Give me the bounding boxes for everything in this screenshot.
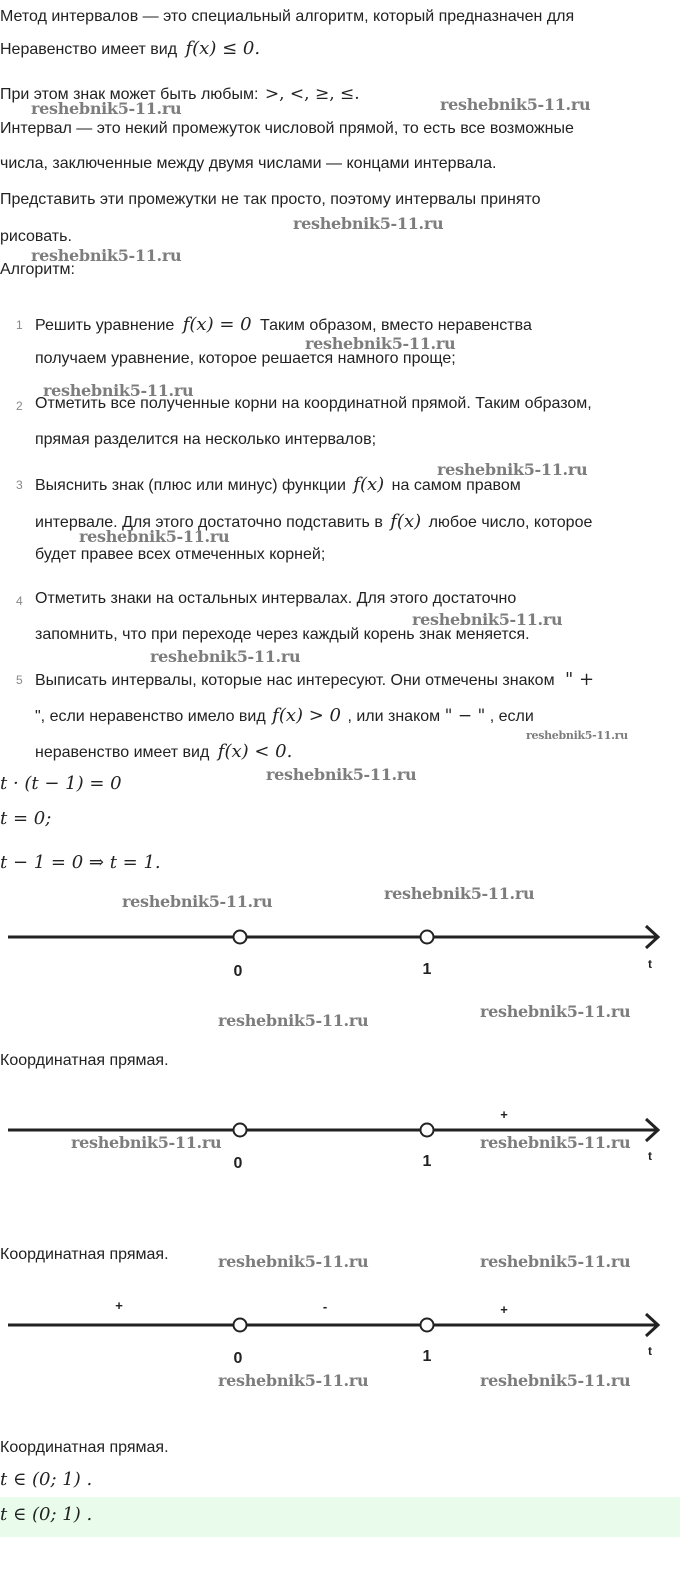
watermark: reshebnik5-11.ru bbox=[266, 765, 417, 784]
sign-right: + bbox=[500, 1302, 508, 1317]
step-number: 2 bbox=[16, 399, 23, 413]
step-2-line-2: прямая разделится на несколько интервалов; bbox=[35, 431, 377, 448]
watermark: reshebnik5-11.ru bbox=[71, 1133, 222, 1152]
step-4-line-2: запомнить, что при переходе через каждый корень знак меняется. bbox=[35, 626, 530, 643]
number-line-1 bbox=[0, 905, 680, 985]
step-3-text-b: на самом правом bbox=[391, 477, 521, 494]
watermark: reshebnik5-11.ru bbox=[218, 1371, 369, 1390]
step-3-text-c: интервале. Для этого достаточно подставить в bbox=[35, 514, 383, 531]
step-1-math: f(x) = 0 bbox=[182, 314, 252, 335]
step-5-line-1 bbox=[35, 669, 594, 690]
axis-label: t bbox=[648, 1149, 652, 1163]
step-number: 3 bbox=[16, 478, 23, 492]
step-5-text-e: неравенство имеет вид bbox=[35, 744, 210, 761]
watermark: reshebnik5-11.ru bbox=[305, 334, 456, 353]
step-5-text-b: ", если неравенство имело вид bbox=[35, 708, 266, 725]
step-3-math-2: f(x) bbox=[390, 511, 422, 532]
step-1-line-1 bbox=[35, 314, 532, 335]
step-1-line-2: получаем уравнение, которое решается намного проще; bbox=[35, 350, 456, 367]
point-label-0: 0 bbox=[233, 1155, 243, 1172]
sign-middle: - bbox=[322, 1299, 328, 1314]
watermark: reshebnik5-11.ru bbox=[480, 1252, 631, 1271]
watermark: reshebnik5-11.ru bbox=[440, 95, 591, 114]
watermark: reshebnik5-11.ru bbox=[526, 729, 628, 742]
step-5-math-2: f(x) < 0. bbox=[217, 741, 293, 762]
step-number: 4 bbox=[16, 594, 23, 608]
step-5-math: f(x) > 0 bbox=[272, 705, 341, 726]
axis-label: t bbox=[648, 1344, 652, 1358]
step-5-line-3 bbox=[35, 741, 292, 762]
interval-def-1: Интервал — это некий промежуток числовой прямой, то есть все возможные bbox=[0, 120, 574, 137]
equation-1: t · (t − 1) = 0 bbox=[0, 773, 122, 794]
step-1-text-a: Решить уравнение bbox=[35, 317, 175, 334]
watermark: reshebnik5-11.ru bbox=[218, 1252, 369, 1271]
step-5-text-c: , или знаком bbox=[347, 708, 441, 725]
step-number: 1 bbox=[16, 318, 23, 332]
step-5-line-2 bbox=[35, 705, 534, 726]
point-0 bbox=[234, 931, 247, 944]
point-label-1: 1 bbox=[422, 1153, 432, 1170]
point-1 bbox=[421, 1319, 434, 1332]
intro-line-1: Метод интервалов — это специальный алгоритм, который предназначен для bbox=[0, 8, 575, 25]
answer-highlight bbox=[0, 1497, 680, 1537]
point-label-0: 0 bbox=[233, 1350, 243, 1367]
watermark: reshebnik5-11.ru bbox=[480, 1371, 631, 1390]
answer-line-2: t ∈ (0; 1) . bbox=[0, 1504, 93, 1525]
draw-line-1: Представить эти промежутки не так просто, поэтому интервалы принято bbox=[0, 191, 541, 208]
step-2-line-1: Отметить все полученные корни на координатной прямой. Таким образом, bbox=[35, 395, 592, 412]
number-line-3 bbox=[0, 1293, 680, 1373]
step-4-line-1: Отметить знаки на остальных интервалах. Для этого достаточно bbox=[35, 590, 517, 607]
inequality-form bbox=[0, 38, 260, 59]
interval-def-2: числа, заключенные между двумя числами — концами интервала. bbox=[0, 155, 497, 172]
caption-1: Координатная прямая. bbox=[0, 1052, 169, 1069]
answer-line-1: t ∈ (0; 1) . bbox=[0, 1469, 93, 1490]
equation-2: t = 0; bbox=[0, 808, 52, 829]
equation-3: t − 1 = 0 ⇒ t = 1. bbox=[0, 852, 161, 873]
point-1 bbox=[421, 931, 434, 944]
point-label-1: 1 bbox=[422, 1348, 432, 1365]
step-5-quote-plus: " + bbox=[565, 669, 595, 690]
watermark: reshebnik5-11.ru bbox=[122, 892, 273, 911]
watermark: reshebnik5-11.ru bbox=[437, 460, 588, 479]
watermark: reshebnik5-11.ru bbox=[218, 1011, 369, 1030]
inequality-form-text: Неравенство имеет вид bbox=[0, 41, 178, 58]
watermark: reshebnik5-11.ru bbox=[31, 246, 182, 265]
signs-text: При этом знак может быть любым: bbox=[0, 86, 259, 103]
draw-line-2: рисовать. bbox=[0, 228, 72, 245]
sign-right: + bbox=[500, 1107, 508, 1122]
watermark: reshebnik5-11.ru bbox=[31, 99, 182, 118]
axis-label: t bbox=[648, 957, 652, 971]
step-1-text-b: Таким образом, вместо неравенства bbox=[260, 317, 532, 334]
caption-2: Координатная прямая. bbox=[0, 1246, 169, 1263]
point-0 bbox=[234, 1319, 247, 1332]
sign-left: + bbox=[115, 1298, 123, 1313]
step-number: 5 bbox=[16, 673, 23, 687]
watermark: reshebnik5-11.ru bbox=[480, 1002, 631, 1021]
step-3-math: f(x) bbox=[353, 474, 385, 495]
point-label-0: 0 bbox=[233, 963, 243, 980]
step-3-text-a: Выяснить знак (плюс или минус) функции bbox=[35, 477, 346, 494]
algorithm-title: Алгоритм: bbox=[0, 261, 75, 278]
point-label-1: 1 bbox=[422, 961, 432, 978]
point-1 bbox=[421, 1124, 434, 1137]
step-3-text-d: любое число, которое bbox=[428, 514, 593, 531]
inequality-form-math: f(x) ≤ 0. bbox=[185, 38, 261, 59]
point-0 bbox=[234, 1124, 247, 1137]
signs-math: >, <, ≥, ≤. bbox=[264, 84, 360, 104]
watermark: reshebnik5-11.ru bbox=[480, 1133, 631, 1152]
caption-3: Координатная прямая. bbox=[0, 1439, 169, 1456]
watermark: reshebnik5-11.ru bbox=[79, 527, 230, 546]
watermark: reshebnik5-11.ru bbox=[150, 647, 301, 666]
watermark: reshebnik5-11.ru bbox=[412, 610, 563, 629]
step-5-text-a: Выписать интервалы, которые нас интересуют. Они отмечены знаком bbox=[35, 672, 555, 689]
watermark: reshebnik5-11.ru bbox=[293, 214, 444, 233]
watermark: reshebnik5-11.ru bbox=[43, 381, 194, 400]
watermark: reshebnik5-11.ru bbox=[384, 884, 535, 903]
step-5-quote-minus: " − " bbox=[444, 706, 486, 726]
step-3-line-3: будет правее всех отмеченных корней; bbox=[35, 546, 326, 563]
step-5-text-d: , если bbox=[489, 708, 534, 725]
